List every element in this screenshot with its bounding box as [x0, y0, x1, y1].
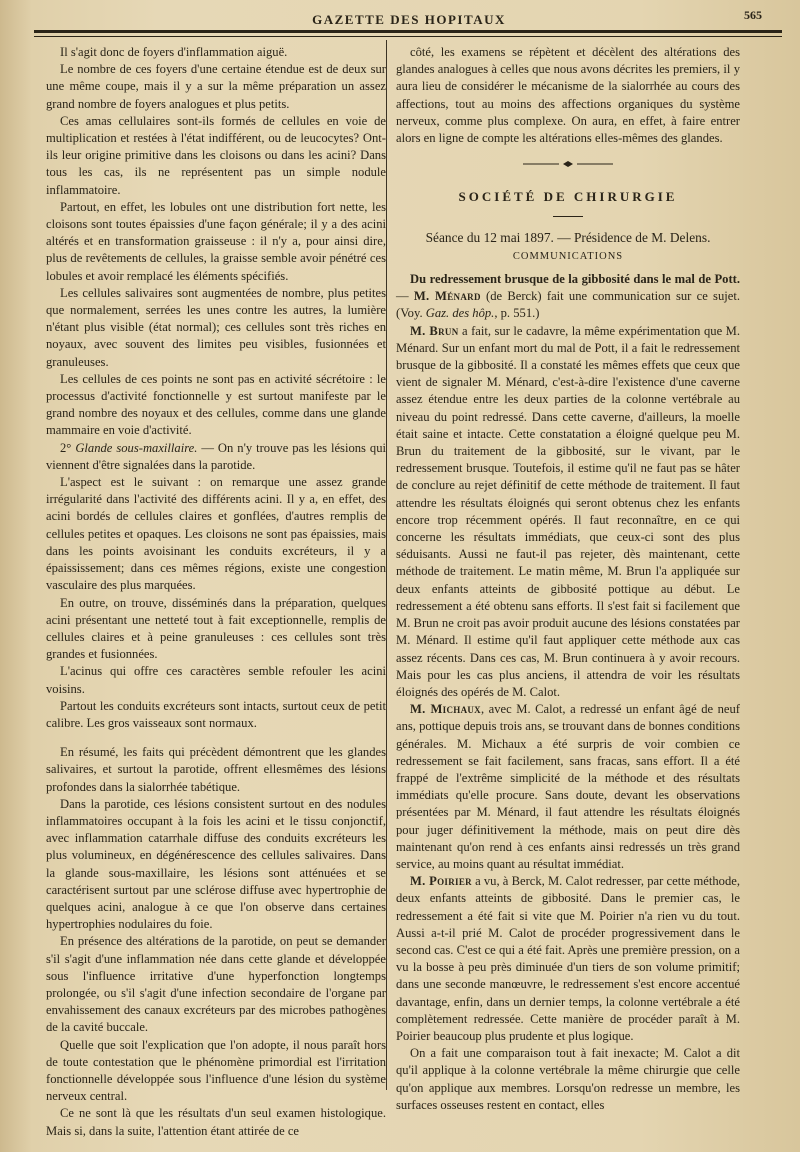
section-number: 2° [60, 440, 76, 455]
seance-line: Séance du 12 mai 1897. — Présidence de M. Delens. [425, 229, 711, 245]
paragraph: En présence des altérations de la parotide, on peut se demander s'il s'agit d'une inflammation née dans cette glande et développée sous l'influence irritative d'une hyperfonction longtemps prolongée, ou s'il s'agit d'une infection secondaire de l'organe par envahissement des canaux excréteurs par des microbes pathogènes de la cavité buccale. [46, 934, 386, 1035]
ornament-icon [523, 160, 613, 168]
dash: — [396, 289, 414, 304]
paragraph: Le nombre de ces foyers d'une certaine étendue est de deux sur une même coupe, mais il y a sur la même préparation un assez grand nombre de foyers analogues et plus petits. [46, 62, 386, 111]
paragraph-text: , p. 551.) [494, 306, 540, 321]
paragraph: En outre, on trouve, disséminés dans la préparation, quelques acini présentant une netteté tout à fait exceptionnelle, remplis de cellules claires et à peine granuleuses : ces cellules sont très grandes et fusionnées. [46, 595, 386, 662]
paragraph: Partout, en effet, les lobules ont une distribution fort nette, les cloisons sont toutes épaissies d'une façon générale; il y a des acini altérés et en transformation graisseuse : il n'y a, pour ainsi dire, plus de revêtements de cellules, la graisse semble avoir pénétré ces lobules et avoir remplacé les éléments spécifiés. [46, 199, 386, 283]
article-title: Du redressement brusque de la gibbosité dans le mal de Pott. [410, 272, 740, 287]
section-title: Glande sous-maxillaire. [75, 440, 198, 455]
speaker-name: M. Michaux [410, 702, 481, 717]
paragraph: Dans la parotide, ces lésions consistent surtout en des nodules inflammatoires occupant à la fois les acini et le tissu conjonctif, avec inflammation catarrhale diffuse des conduits excréteurs les plus volumineux, en dégénérescence des cellules salivaires. Dans la glande sous-maxillaire, les lésions sont atténuées et se caractérisent surtout par une sclérose diffuse avec hypertrophie de quelques acini, analogue à ce que l'on observe dans certaines hypertrophies nodulaires du foie. [46, 796, 386, 932]
speaker-name: M. Poirier [410, 874, 472, 889]
paragraph-text: a fait, sur le cadavre, la même expérimentation que M. Ménard. Sur un enfant mort du mal de Pott, il a fait le redressement brusque de la gibbosité. Il a constaté les mêmes effets que ceux que vient de signaler M. Ménard, c'est-à-dire l'existence d'une caverne assez étendue entre les deux parties de la colonne vertébrale au niveau du point redressé. Dans cette caverne, d'ailleurs, la moelle était saine et intacte. Cette constatation a éloigné quelque peu M. Brun du traitement de la gibbosité, sur le vivant, par le redressement brusque. Toutefois, il estime qu'il ne faut pas se hâter de conclure au rejet définitif de cette méthode de traitement. Il faut attendre les résultats éloignés qui seront obtenus chez les enfants encore trop récemment opérés. Il faut reconnaître, en ce qui concerne les résultats immédiats, que ceux-ci sont des plus séduisants. Aussi ne faut-il pas rejeter, dès maintenant, cette méthode de traitement. Le matin même, M. Brun l'a appliquée sur deux enfants atteints de gibbosité pottique au début. Le redressement a été obtenu sans efforts. Il s'est fait si facilement que M. Brun ne croit pas avoir produit aucune des lésions constatées par M. Ménard. Il estime qu'il faut appliquer cette méthode aux cas assez récents. Dans ces cas, M. Brun continuera à y avoir recours. Mais pour les cas plus anciens, il attendra de voir les résultats éloignés des opérés de M. Calot. [396, 323, 740, 699]
speaker-paragraph [396, 873, 740, 1045]
paragraph: côté, les examens se répètent et décèlent des altérations des glandes analogues à celles que nous avons décrites les premiers, il y aura lieu de considérer le mécanisme de la sialorrhée au cours des affections, tout au moins des affections organiques du système nerveux, comme plus complexe. On aura, en effet, à faire entrer alors en ligne de compte les altérations elles-mêmes des glandes. [396, 45, 740, 146]
paragraph: L'aspect est le suivant : on remarque une assez grande irrégularité dans l'activité des différents acini. Il y a, en effet, des acini bordés de cellules claires et gonflées, d'autres remplis de cellules petites et opaques. Les cloisons ne sont pas épaissies, mais dans les points avoisinant les conduits excréteurs, il y a épaississement; dans ces mêmes régions, existe une congestion vasculaire des plus marquées. [46, 475, 386, 593]
ornament-divider [396, 157, 740, 174]
header-rule-thin [34, 36, 782, 37]
paragraph: Partout les conduits excréteurs sont intacts, surtout ceux de petit calibre. Les gros vaisseaux sont normaux. [46, 698, 386, 730]
header-rule-thick [34, 30, 782, 33]
running-title: GAZETTE DES HOPITAUX [312, 12, 506, 27]
speaker-paragraph [396, 701, 740, 873]
paragraph: Quelle que soit l'explication que l'on adopte, il nous paraît hors de toute contestation que le phénomène primordial est l'irritation fonctionnelle développée sous l'influence d'une lésion du système nerveux central. [46, 1037, 386, 1104]
paragraph: On a fait une comparaison tout à fait inexacte; M. Calot a dit qu'il applique à la colonne vertébrale la même chirurgie que celle qu'on applique aux membres. Lorsqu'on redresse un membre, les surfaces osseuses restent en contact, elles [396, 1046, 740, 1112]
paragraph: Les cellules salivaires sont augmentées de nombre, plus petites que normalement, serrées les unes contre les autres, la lumière n'étant plus visible (état normal); ces cellules sont très riches en noyaux, avec souvent des limites peu visibles, fusionnées et granuleuses. [46, 285, 386, 369]
paragraph: Les cellules de ces points ne sont pas en activité sécrétoire : le processus d'activité fonctionnelle y est surtout manifeste par le grand nombre des noyaux et des cellules, comme dans une glande mammaire en voie d'activité. [46, 371, 386, 438]
page-number: 565 [744, 8, 762, 22]
speaker-paragraph [396, 323, 740, 701]
page-header [38, 6, 780, 30]
paragraph-text: — On n'y trouve pas les lésions qui viennent d'être signalées dans la parotide. [46, 440, 387, 472]
paragraph: Il s'agit donc de foyers d'inflammation aiguë. [60, 45, 288, 59]
speaker-name: M. Ménard [413, 289, 481, 304]
left-column [46, 44, 386, 1140]
reference: Gaz. des hôp. [425, 306, 495, 321]
paragraph: Ces amas cellulaires sont-ils formés de cellules en voie de multiplication et restées à l'état indifférent, ou de leucocytes? Ont-ils leur origine primitive dans les cloisons ou dans les acini? Dans tous les cas, ils ne représentent pas un simple nodule inflammatoire. [46, 113, 386, 197]
right-column [396, 44, 740, 1114]
paragraph: Ce ne sont là que les résultats d'un seul examen histologique. Mais si, dans la suite, l'attention étant attirée de ce [46, 1106, 386, 1138]
communications-heading: COMMUNICATIONS [512, 250, 624, 262]
society-heading: SOCIÉTÉ DE CHIRURGIE [458, 189, 678, 205]
short-rule [553, 216, 583, 217]
paragraph-text: a vu, à Berck, M. Calot redresser, par cette méthode, deux enfants atteints de gibbosité. Dans le premier cas, le redressement a été fait si vite que M. Poirier n'a rien vu du tout. Aussi a-t-il prié M. Calot de procéder progressivement dans le second cas. C'est ce qui a été fait. Après une première pression, on a vu la bosse à peu près diminuée d'un tiers de son volume primitif; dans une seconde manœuvre, le redressement s'est encore accentué davantage, enfin, dans un dernier temps, la colonne vertébrale a été complètement redressée. Cette manière de procéder paraît à M. Poirier beaucoup plus prudente et plus logique. [396, 874, 740, 1043]
article-title-paragraph [396, 271, 740, 323]
paragraph: En résumé, les faits qui précèdent démontrent que les glandes salivaires, et surtout la parotide, offrent ellesmêmes des lésions profondes dans la sialorrhée tabétique. [46, 745, 386, 794]
paragraph-text: (de Berck) fait une communication sur ce sujet. (Voy. [396, 289, 740, 321]
speaker-name: M. Brun [410, 323, 459, 338]
paragraph-gland-heading [46, 440, 386, 474]
paragraph-text: , avec M. Calot, a redressé un enfant âgé de neuf ans, pottique depuis trois ans, se trouvant dans de bonnes conditions générales. M. Michaux a été surpris de voir combien ce redressement se fait facilement, sans fracas, sans effort. Il a été frappé de l'extrême simplicité de la méthode et des résultats immédiats qu'elle procure. Sans doute, devant les observations présentées par M. Ménard, il faut attendre les résultats éloignés pour juger définitivement la méthode, mais on peut dire dès maintenant qu'on rend à ces enfants ainsi redressés un très grand service, au moins quant au résultat immédiat. [396, 702, 740, 871]
paragraph: L'acinus qui offre ces caractères semble refouler les acini voisins. [46, 664, 386, 696]
column-separator [386, 40, 387, 1090]
